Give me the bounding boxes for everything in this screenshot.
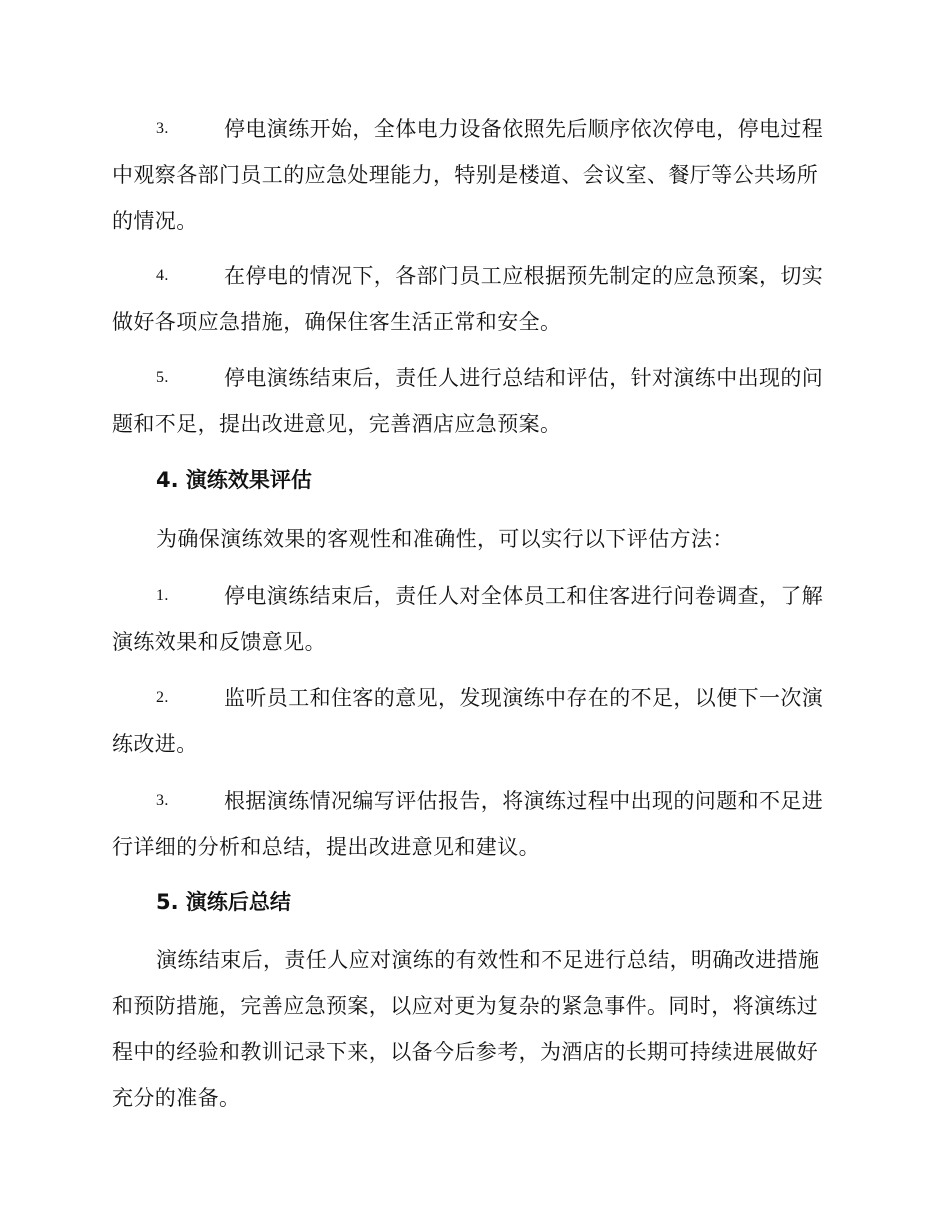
list-item-number: 3.	[156, 792, 169, 809]
list-item-number: 3.	[156, 120, 169, 137]
list-item	[112, 106, 834, 244]
list-item	[112, 778, 834, 870]
section-heading: 5. 演练后总结	[156, 890, 291, 914]
list-item-text: 监听员工和住客的意见，发现演练中存在的不足，以便下一次演练改进。	[112, 686, 824, 756]
section-heading: 4. 演练效果评估	[156, 468, 312, 492]
list-item	[112, 253, 834, 345]
list-item	[112, 573, 834, 665]
list-item-number: 1.	[156, 587, 169, 604]
list-item-number: 5.	[156, 369, 169, 386]
paragraph: 演练结束后，责任人应对演练的有效性和不足进行总结，明确改进措施和预防措施，完善应急预案，以应对更为复杂的紧急事件。同时，将演练过程中的经验和教训记录下来，以备今后参考，为酒店的长期可持续进展做好充分的准备。	[112, 948, 820, 1110]
list-item-text: 停电演练开始，全体电力设备依照先后顺序依次停电，停电过程中观察各部门员工的应急处理能力，特别是楼道、会议室、餐厅等公共场所的情况。	[112, 117, 824, 233]
list-item-number: 2.	[156, 689, 169, 706]
list-item	[112, 355, 834, 447]
paragraph: 为确保演练效果的客观性和准确性，可以实行以下评估方法：	[156, 527, 734, 551]
list-item-text: 根据演练情况编写评估报告，将演练过程中出现的问题和不足进行详细的分析和总结，提出改进意见和建议。	[112, 789, 824, 859]
list-item	[112, 675, 834, 767]
list-item-number: 4.	[156, 267, 169, 284]
list-item-text: 在停电的情况下，各部门员工应根据预先制定的应急预案，切实做好各项应急措施，确保住客生活正常和安全。	[112, 264, 824, 334]
list-item-text: 停电演练结束后，责任人对全体员工和住客进行问卷调查，了解演练效果和反馈意见。	[112, 584, 824, 654]
list-item-text: 停电演练结束后，责任人进行总结和评估，针对演练中出现的问题和不足，提出改进意见，完善酒店应急预案。	[112, 366, 824, 436]
